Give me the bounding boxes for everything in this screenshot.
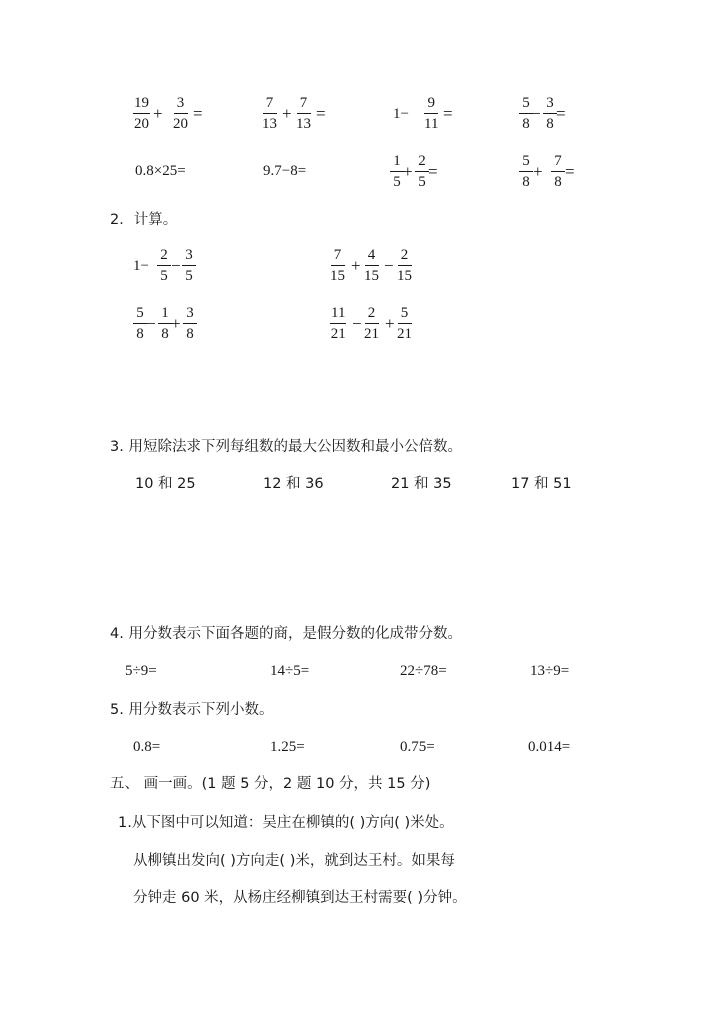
numerator: 7: [551, 154, 565, 172]
row2-expr-1: 0.8×25=: [135, 163, 186, 179]
problem-1-line-3: 分钟走 60 米，从杨庄经柳镇到达王村需要( )分钟。: [133, 890, 467, 906]
denominator: 8: [554, 174, 562, 190]
fraction: [182, 248, 196, 284]
operator: +: [153, 104, 163, 123]
operator: +: [171, 314, 181, 333]
fraction: [364, 306, 379, 342]
whole-number-minus: 1−: [393, 106, 409, 122]
denominator: 15: [330, 268, 345, 284]
numerator: 7: [297, 96, 311, 114]
denominator: 5: [160, 268, 168, 284]
fraction: [133, 96, 150, 132]
fraction: [551, 154, 565, 190]
numerator: 3: [543, 96, 557, 114]
denominator: 8: [546, 116, 554, 132]
operator: −: [352, 314, 362, 333]
numerator: 5: [519, 154, 533, 172]
numerator: 3: [182, 248, 196, 266]
question-4-title: 4. 用分数表示下面各题的商，是假分数的化成带分数。: [110, 626, 462, 642]
operator: −: [531, 104, 541, 123]
numerator: 1: [390, 154, 404, 172]
q3-item: 21 和 35: [391, 476, 452, 492]
fraction: [424, 96, 438, 132]
denominator: 21: [397, 326, 412, 342]
denominator: 8: [522, 174, 530, 190]
denominator: 20: [173, 116, 188, 132]
fraction: [173, 96, 188, 132]
denominator: 15: [397, 268, 412, 284]
operator: −: [171, 256, 181, 275]
question-2-title: 2．计算。: [110, 212, 178, 228]
q5-item: 0.014=: [528, 739, 571, 755]
denominator: 21: [364, 326, 379, 342]
denominator: 8: [522, 116, 530, 132]
numerator: 3: [174, 96, 188, 114]
denominator: 21: [330, 326, 346, 342]
numerator: 4: [365, 248, 379, 266]
numerator: 2: [365, 306, 379, 324]
numerator: 5: [519, 96, 533, 114]
denominator: 5: [185, 268, 193, 284]
operator: +: [533, 162, 543, 181]
numerator: 5: [133, 306, 147, 324]
q5-item: 0.75=: [400, 739, 435, 755]
problem-1-line-2: 从柳镇出发向( )方向走( )米，就到达王村。如果每: [133, 853, 455, 869]
fraction: [183, 306, 197, 342]
q3-item: 10 和 25: [135, 476, 196, 492]
fraction: [296, 96, 311, 132]
question-5-title: 5. 用分数表示下列小数。: [110, 702, 274, 718]
question-3-title: 3. 用短除法求下列每组数的最大公因数和最小公倍数。: [110, 439, 462, 455]
numerator: 11: [330, 306, 346, 324]
q4-item: 5÷9=: [125, 663, 157, 679]
operator: +: [351, 256, 361, 275]
fraction: [519, 154, 533, 190]
operator: −: [146, 314, 156, 333]
equals-sign: =: [556, 104, 566, 123]
problem-1-line-1: 1.从下图中可以知道：吴庄在柳镇的( )方向( )米处。: [118, 815, 454, 831]
q4-item: 14÷5=: [270, 663, 310, 679]
numerator: 2: [398, 248, 412, 266]
q4-item: 22÷78=: [400, 663, 447, 679]
section-5-title: 五、 画一画。(1 题 5 分，2 题 10 分，共 15 分): [110, 776, 431, 792]
row2-expr-2: 9.7−8=: [263, 163, 307, 179]
numerator: 2: [157, 248, 171, 266]
operator: +: [282, 104, 292, 123]
q4-item: 13÷9=: [530, 663, 570, 679]
fraction: [330, 306, 346, 342]
numerator: 2: [415, 154, 429, 172]
q3-item: 12 和 36: [263, 476, 324, 492]
fraction: [397, 248, 412, 284]
denominator: 5: [418, 174, 426, 190]
fraction: [364, 248, 379, 284]
fraction: [157, 248, 171, 284]
q3-item: 17 和 51: [511, 476, 572, 492]
equals-sign: =: [193, 104, 203, 123]
equals-sign: =: [316, 104, 326, 123]
operator: +: [385, 314, 395, 333]
denominator: 8: [161, 326, 169, 342]
fraction: [158, 306, 172, 342]
whole-number-minus: 1−: [133, 258, 149, 274]
numerator: 7: [263, 96, 277, 114]
fraction: [415, 154, 429, 190]
q5-item: 1.25=: [270, 739, 305, 755]
fraction: [390, 154, 404, 190]
denominator: 11: [424, 116, 439, 132]
operator: −: [384, 256, 394, 275]
numerator: 7: [331, 248, 345, 266]
fraction: [262, 96, 277, 132]
denominator: 5: [393, 174, 401, 190]
numerator: 9: [424, 96, 438, 114]
fraction: [330, 248, 345, 284]
numerator: 3: [183, 306, 197, 324]
fraction: [133, 306, 147, 342]
denominator: 8: [186, 326, 194, 342]
numerator: 1: [158, 306, 172, 324]
denominator: 8: [136, 326, 144, 342]
denominator: 13: [296, 116, 311, 132]
equals-sign: =: [443, 104, 453, 123]
q5-item: 0.8=: [133, 739, 161, 755]
fraction: [397, 306, 412, 342]
denominator: 20: [134, 116, 149, 132]
equals-sign: =: [428, 162, 438, 181]
numerator: 5: [398, 306, 412, 324]
equals-sign: =: [565, 162, 575, 181]
denominator: 15: [364, 268, 379, 284]
numerator: 19: [133, 96, 150, 114]
fraction: [543, 96, 557, 132]
denominator: 13: [262, 116, 277, 132]
operator: +: [403, 162, 413, 181]
